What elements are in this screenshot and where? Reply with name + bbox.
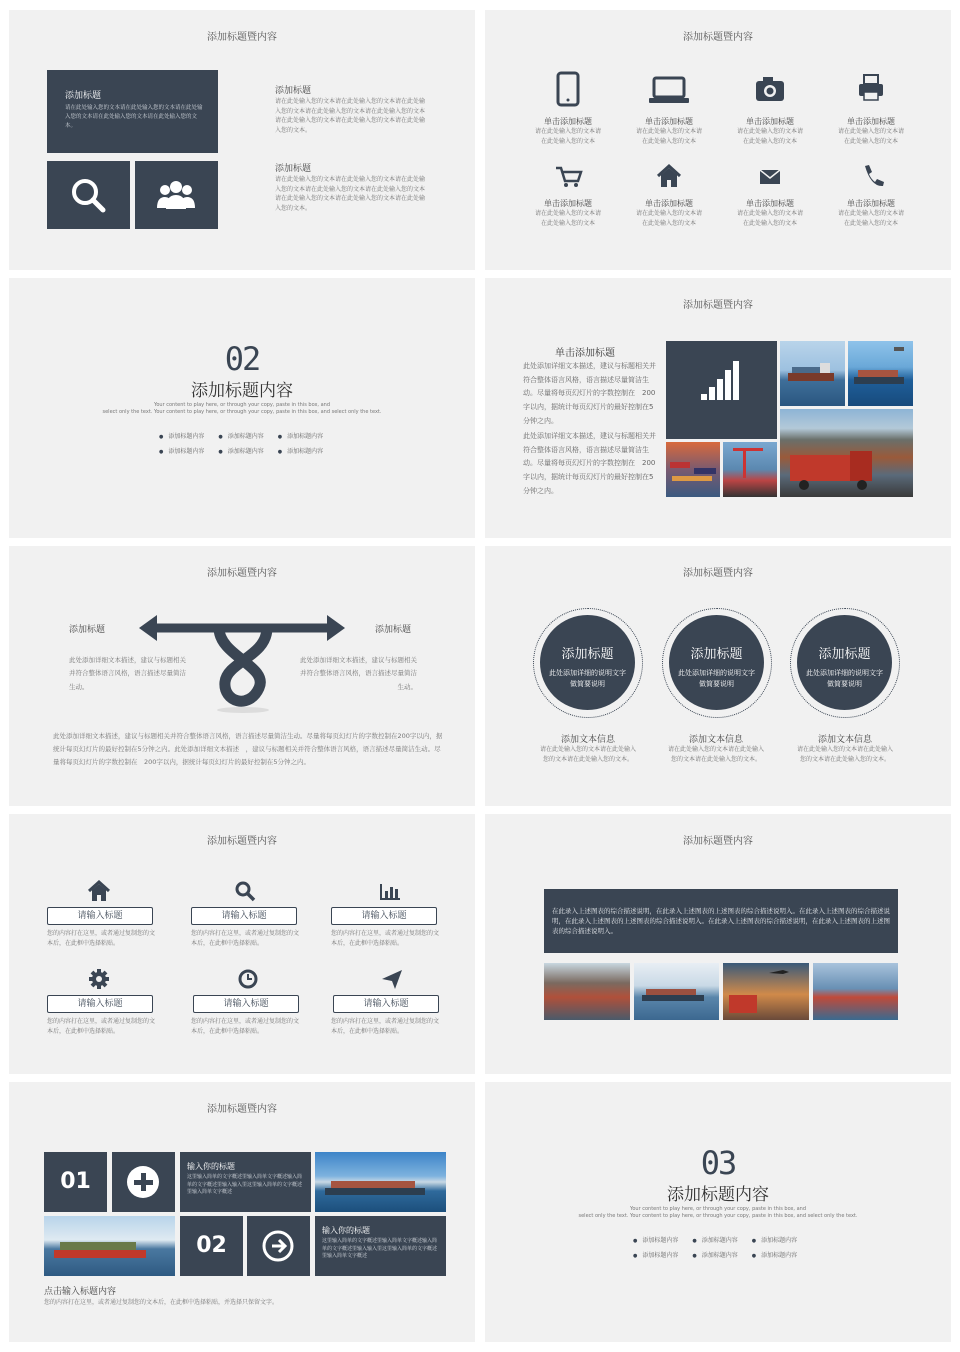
port-photo xyxy=(666,442,720,497)
printer-icon xyxy=(836,70,906,108)
bar-chart-icon xyxy=(378,880,402,902)
bullet-list: ● 添加标题内容● 添加标题内容● 添加标题内容 xyxy=(633,1242,811,1261)
item-title: 添加标题 xyxy=(275,86,312,96)
info-block: 添加文本信息 请在此处输入您的文本请在此处输入您的文本请在此处输入您的文本。 xyxy=(539,735,636,763)
box-text: 请在此处输入您的文本请在此处输入您的文本请在此处输入您的文本请在此处输入您的文本请在此处输入您的文本。 xyxy=(65,105,203,129)
title-button[interactable]: 请输入标题 xyxy=(47,995,153,1013)
number-tile: 02 xyxy=(180,1216,243,1276)
plus-circle-icon xyxy=(112,1152,175,1212)
search-tile[interactable] xyxy=(47,161,130,229)
slide-9 xyxy=(9,1082,475,1342)
feature-cell: 单击添加标题 请在此处输入您的文本请在此处输入您的文本 xyxy=(836,70,906,146)
slide-2 xyxy=(485,10,951,270)
home-icon xyxy=(634,162,704,190)
title-box xyxy=(47,70,218,153)
slide-title: 添加标题暨内容 xyxy=(683,836,753,847)
feature-cell: 单击添加标题 请在此处输入您的文本请在此处输入您的文本 xyxy=(533,162,603,228)
slide-4 xyxy=(485,278,951,538)
heading: 单击添加标题 xyxy=(555,348,615,359)
section-number: 02 xyxy=(224,340,260,378)
slide-title: 添加标题暨内容 xyxy=(683,300,753,311)
item-text: 您的内容打在这里，或者通过复制您的文本后，在此框中选择粘贴。 xyxy=(191,1018,300,1035)
slide-title: 添加标题暨内容 xyxy=(683,568,753,579)
feature-cell: 单击添加标题 请在此处输入您的文本请在此处输入您的文本 xyxy=(634,162,704,228)
item-text: 您的内容打在这里，或者通过复制您的文本后，在此框中选择粘贴。 xyxy=(191,930,300,947)
send-icon xyxy=(381,968,405,990)
group-icon xyxy=(135,161,218,229)
slide-3 xyxy=(9,278,475,538)
left-text: 此处添加详细文本描述，建议与标题相关并符合整体语言风格，语言描述尽量简洁生动。 xyxy=(69,656,186,691)
item-text: 请在此处输入您的文本请在此处输入您的文本请在此处输入您的文本请在此处输入您的文本请在此处输入您的文本请在此处输入您的文本请在此处输入您的文本请在此处输入您的文本。 xyxy=(275,176,426,212)
phone-icon xyxy=(533,70,603,108)
bottom-text: 此处添加详细文本描述，建议与标题相关并符合整体语言风格，语言描述尽量简洁生动。尽量将每页幻灯片的字数控制在200字以内，据统计每页幻灯片的最好控制在5分钟之内。此处添加详细文本描述 ，建议与标题相关并符合整体语言风格，语言描述尽量简洁生动。尽量将每页幻灯片的字数控制在 200字以内，据统计每页幻灯片的最好控制在5分钟之内。 xyxy=(53,732,443,766)
info-block: 添加文本信息 请在此处输入您的文本请在此处输入您的文本请在此处输入您的文本。 xyxy=(796,735,893,763)
title-button[interactable]: 请输入标题 xyxy=(333,995,439,1013)
ship-photo xyxy=(634,963,719,1020)
bottom-title: 点击输入标题内容 xyxy=(44,1287,117,1297)
slide-title: 添加标题暨内容 xyxy=(207,568,277,579)
section-title: 添加标题内容 xyxy=(667,1185,769,1205)
crane-photo xyxy=(723,442,777,497)
title-button[interactable]: 请输入标题 xyxy=(47,907,153,925)
cargo-ship-photo xyxy=(848,341,913,406)
paragraph: 此处添加详细文本描述，建议与标题相关并符合整体语言风格，语言描述尽量简洁生动。尽量将每页幻灯片的字数控制在 200字以内，据统计每页幻灯片的最好控制在5分钟之内。 xyxy=(523,432,656,495)
paragraph: 此处添加详细文本描述，建议与标题相关并符合整体语言风格，语言描述尽量简洁生动。尽量将每页幻灯片的字数控制在 200字以内，据统计每页幻灯片的最好控制在5分钟之内。 xyxy=(523,362,656,425)
arrow-right-circle-icon xyxy=(247,1216,310,1276)
item-title: 添加标题 xyxy=(275,164,312,174)
gear-icon xyxy=(87,968,111,990)
slide-5 xyxy=(9,546,475,806)
item-text: 您的内容打在这里，或者通过复制您的文本后，在此框中选择粘贴。 xyxy=(47,1018,156,1035)
cart-icon xyxy=(533,162,603,190)
feature-cell: 单击添加标题 请在此处输入您的文本请在此处输入您的文本 xyxy=(735,162,805,228)
bottom-text: 您的内容打在这里，或者通过复制您的文本后，在此框中选择粘贴，并选择只保留文字。 xyxy=(44,1299,279,1306)
slide-6 xyxy=(485,546,951,806)
slide-10 xyxy=(485,1082,951,1342)
laptop-icon xyxy=(634,70,704,108)
subtitle-line: select only the text. Your content to play here, or through your copy, paste in this box, and select only the text. xyxy=(578,1213,858,1219)
clock-icon xyxy=(237,968,261,990)
plane-truck-photo xyxy=(723,963,809,1020)
ship-photo xyxy=(315,1152,446,1212)
slide-title: 添加标题暨内容 xyxy=(207,836,277,847)
bullet-list: ● 添加标题内容● 添加标题内容● 添加标题内容 xyxy=(159,423,337,442)
number-tile: 01 xyxy=(44,1152,107,1212)
text-tile: 输入你的标题 这里输入简单的文字概述里输入简单文字概述输入简单的文字概述里输入输入里这里输入简单的文字概述里输入简单文字概述 xyxy=(315,1216,446,1276)
circle-badge: 添加标题 此处添加详细的说明文字做简要说明 xyxy=(662,608,772,718)
search-icon xyxy=(47,161,130,229)
cargo-ship-photo xyxy=(44,1216,175,1276)
box-title: 添加标题 xyxy=(65,91,102,101)
item-text: 请在此处输入您的文本请在此处输入您的文本请在此处输入您的文本请在此处输入您的文本请在此处输入您的文本请在此处输入您的文本请在此处输入您的文本请在此处输入您的文本。 xyxy=(275,98,426,134)
title-button[interactable]: 请输入标题 xyxy=(191,907,297,925)
signal-tile xyxy=(666,341,777,439)
subtitle-line: Your content to play here, or through your copy, paste in this box, and xyxy=(153,402,331,408)
slide-title: 添加标题暨内容 xyxy=(207,1104,277,1115)
section-title: 添加标题内容 xyxy=(191,381,293,401)
feature-cell: 单击添加标题 请在此处输入您的文本请在此处输入您的文本 xyxy=(634,70,704,146)
right-text: 此处添加详细文本描述，建议与标题相关并符合整体语言风格，语言描述尽量简洁生动。 xyxy=(300,656,417,691)
slide-8 xyxy=(485,814,951,1074)
bullet-list: ● 添加标题内容● 添加标题内容● 添加标题内容 xyxy=(633,1227,811,1246)
item-text: 您的内容打在这里，或者通过复制您的文本后，在此框中选择粘贴。 xyxy=(331,1018,440,1035)
search-icon xyxy=(233,880,257,902)
ship-photo xyxy=(780,341,845,406)
slide-7 xyxy=(9,814,475,1074)
home-icon xyxy=(87,880,111,902)
left-title: 添加标题 xyxy=(69,625,106,635)
group-tile[interactable] xyxy=(135,161,218,229)
title-button[interactable]: 请输入标题 xyxy=(193,995,299,1013)
feature-cell: 单击添加标题 请在此处输入您的文本请在此处输入您的文本 xyxy=(735,70,805,146)
right-title: 添加标题 xyxy=(375,625,412,635)
camera-icon xyxy=(735,70,805,108)
call-icon xyxy=(836,162,906,190)
text-tile: 输入你的标题 这里输入简单的文字概述里输入简单文字概述输入简单的文字概述里输入输入里这里输入简单的文字概述里输入简单文字概述 xyxy=(180,1152,311,1212)
harbor-photo xyxy=(813,963,898,1020)
next-tile[interactable] xyxy=(247,1216,310,1276)
subtitle-line: select only the text. Your content to play here, or through your copy, paste in this box, and select only the text. xyxy=(102,409,382,415)
bullet-list: ● 添加标题内容● 添加标题内容● 添加标题内容 xyxy=(159,438,337,457)
slide-1 xyxy=(9,10,475,270)
signal-bars-icon xyxy=(666,341,777,439)
subtitle-line: Your content to play here, or through your copy, paste in this box, and xyxy=(629,1206,807,1212)
item-text: 您的内容打在这里，或者通过复制您的文本后，在此框中选择粘贴。 xyxy=(47,930,156,947)
circle-badge: 添加标题 此处添加详细的说明文字做简要说明 xyxy=(790,608,900,718)
item-text: 您的内容打在这里，或者通过复制您的文本后，在此框中选择粘贴。 xyxy=(331,930,440,947)
info-block: 添加文本信息 请在此处输入您的文本请在此处输入您的文本请在此处输入您的文本。 xyxy=(667,735,764,763)
mail-icon xyxy=(735,162,805,190)
feature-cell: 单击添加标题 请在此处输入您的文本请在此处输入您的文本 xyxy=(836,162,906,228)
circle-badge: 添加标题 此处添加详细的说明文字做简要说明 xyxy=(533,608,643,718)
section-number: 03 xyxy=(700,1144,736,1182)
containers-photo xyxy=(544,963,630,1020)
description-banner: 在此录入上述图表的综合描述说明，在此录入上述图表的上述图表的综合描述说明入。在此录入上述图表的综合描述说明，在此录入上述图表的上述图表的综合描述说明入。在此录入上述图表的综合描述说明，在此录入上述图表的上述图表的综合描述说明入。 xyxy=(544,889,898,953)
slide-title: 添加标题暨内容 xyxy=(683,32,753,43)
feature-cell: 单击添加标题 请在此处输入您的文本请在此处输入您的文本 xyxy=(533,70,603,146)
add-tile[interactable] xyxy=(112,1152,175,1212)
title-button[interactable]: 请输入标题 xyxy=(331,907,437,925)
truck-photo xyxy=(780,409,913,497)
slide-title: 添加标题暨内容 xyxy=(207,32,277,43)
